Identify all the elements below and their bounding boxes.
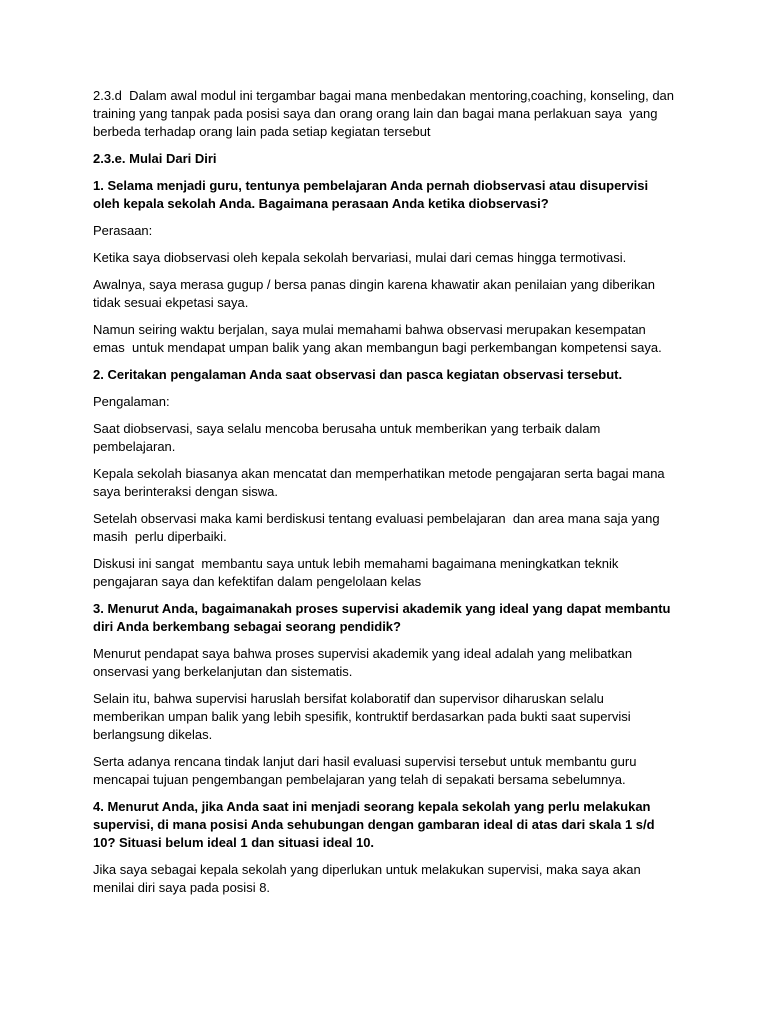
answer-paragraph: Selain itu, bahwa supervisi haruslah bersifat kolaboratif dan supervisor diharuskan selalu memberikan umpan balik yang lebih spesifik, kontruktif berdasarkan pada bukti saat supervisi berlangsung dikelas. (93, 691, 635, 742)
question-4: 4. Menurut Anda, jika Anda saat ini menjadi seorang kepala sekolah yang perlu melakukan supervisi, di mana posisi Anda sehubungan dengan gambaran ideal di atas dari skala 1 s/d 10? Situasi belum ideal 1 dan situasi ideal 10. (93, 799, 659, 850)
answer-paragraph: Namun seiring waktu berjalan, saya mulai memahami bahwa observasi merupakan kesempatan emas untuk mendapat umpan balik yang akan membangun bagi perkembangan kompetensi saya. (93, 322, 662, 355)
section-heading: 2.3.e. Mulai Dari Diri (93, 151, 217, 166)
answer-paragraph: Kepala sekolah biasanya akan mencatat dan memperhatikan metode pengajaran serta bagai mana saya berinteraksi dengan siswa. (93, 466, 669, 499)
answer-paragraph: Jika saya sebagai kepala sekolah yang diperlukan untuk melakukan supervisi, maka saya akan menilai diri saya pada posisi 8. (93, 862, 645, 895)
answer-paragraph: Ketika saya diobservasi oleh kepala sekolah bervariasi, mulai dari cemas hingga termotivasi. (93, 250, 627, 265)
paragraph-intro: 2.3.d Dalam awal modul ini tergambar bagai mana menbedakan mentoring,coaching, konseling, dan training yang tanpak pada posisi saya dan orang orang lain dan bagai mana perlakuan saya yang berbeda terhadap orang lain pada setiap kegiatan tersebut (93, 88, 678, 139)
answer-label: Pengalaman: (93, 394, 170, 409)
answer-paragraph: Saat diobservasi, saya selalu mencoba berusaha untuk memberikan yang terbaik dalam pembelajaran. (93, 421, 604, 454)
answer-label: Perasaan: (93, 223, 153, 238)
answer-paragraph: Menurut pendapat saya bahwa proses supervisi akademik yang ideal adalah yang melibatkan onservasi yang berkelanjutan dan sistematis. (93, 646, 636, 679)
question-3: 3. Menurut Anda, bagaimanakah proses supervisi akademik yang ideal yang dapat membantu diri Anda berkembang sebagai seorang pendidik? (93, 601, 675, 634)
answer-paragraph: Setelah observasi maka kami berdiskusi tentang evaluasi pembelajaran dan area mana saja yang masih perlu diperbaiki. (93, 511, 664, 544)
answer-paragraph: Serta adanya rencana tindak lanjut dari hasil evaluasi supervisi tersebut untuk membantu guru mencapai tujuan pengembangan pembelajaran yang telah di sepakati bersama sebelumnya. (93, 754, 641, 787)
answer-paragraph: Diskusi ini sangat membantu saya untuk lebih memahami bagaimana meningkatkan teknik pengajaran saya dan kefektifan dalam pengelolaan kelas (93, 556, 622, 589)
question-1: 1. Selama menjadi guru, tentunya pembelajaran Anda pernah diobservasi atau disupervisi oleh kepala sekolah Anda. Bagaimana perasaan Anda ketika diobservasi? (93, 178, 652, 211)
answer-paragraph: Awalnya, saya merasa gugup / bersa panas dingin karena khawatir akan penilaian yang diberikan tidak sesuai ekpetasi saya. (93, 277, 659, 310)
question-2: 2. Ceritakan pengalaman Anda saat observasi dan pasca kegiatan observasi tersebut. (93, 367, 623, 382)
